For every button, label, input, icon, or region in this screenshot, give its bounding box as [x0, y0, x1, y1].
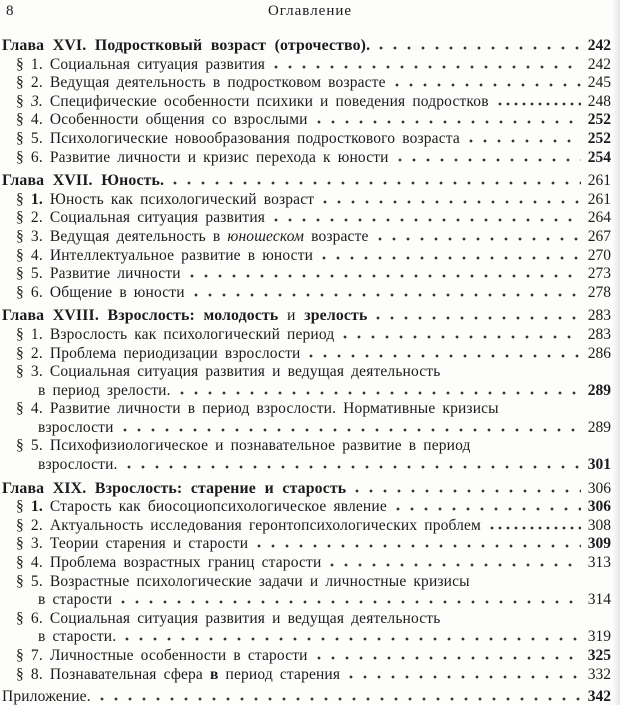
toc-text-segment: период старения: [218, 665, 341, 683]
toc-section-entry: [2, 363, 611, 400]
page-ref: 242: [587, 55, 611, 73]
toc-row: [2, 326, 611, 345]
toc-text-segment: § 2. Ведущая деятельность в подростковом возрасте: [16, 74, 386, 92]
toc-row: [2, 666, 611, 685]
page-ref: 342: [587, 688, 611, 705]
page-ref: 270: [587, 246, 611, 264]
toc-text-segment: § 5. Психологические новообразования подросткового возраста: [16, 129, 460, 147]
toc-row: [2, 247, 611, 266]
toc-text-segment: 3.: [30, 92, 43, 110]
toc-text-segment: в старости.: [38, 628, 117, 646]
page-ref: 308: [587, 516, 611, 534]
dot-leader: [469, 139, 581, 143]
toc-section-entry: [2, 56, 611, 75]
toc-entry-text: [2, 37, 370, 56]
toc-entry-text: [16, 345, 300, 364]
toc-text-segment: § 5. Развитие личности: [16, 265, 181, 283]
toc-text-segment: Юность как психологический возраст: [42, 190, 315, 208]
toc-entry-text: [16, 191, 314, 210]
toc-entry-text: [16, 363, 440, 382]
toc-text-segment: § 3. Ведущая деятельность в: [16, 227, 228, 245]
toc-entry-text: [16, 56, 265, 75]
toc-entry-text: [38, 419, 114, 438]
running-head-title: Оглавление: [267, 3, 353, 19]
dot-leader: [317, 656, 581, 660]
toc-section-entry: [2, 517, 611, 536]
page-ref: 264: [587, 209, 611, 227]
page-ref: 254: [587, 148, 611, 166]
toc-row: [2, 74, 611, 93]
toc-text-segment: § 6. Развитие личности и кризис перехода к юности: [16, 148, 389, 166]
toc-row: [2, 228, 611, 247]
dot-leader: [274, 218, 581, 222]
toc-text-segment: § 5. Возрастные психологические задачи и личностные кризисы: [16, 572, 470, 590]
toc-chapter-entry: [2, 480, 611, 499]
page-ref: 248: [587, 92, 611, 110]
toc-text-segment: возрасте: [304, 227, 369, 245]
page-ref: 286: [587, 344, 611, 362]
toc-text-segment: § 4. Развитие личности в период взрослости. Нормативные кризисы: [16, 400, 499, 418]
toc-entry-text: [38, 591, 112, 610]
toc-chapter-entry: [2, 37, 611, 56]
toc-section-entry: [2, 130, 611, 149]
toc-section-entry: [2, 535, 611, 554]
dot-leader: [398, 158, 581, 162]
toc-text-segment: § 4. Проблема возрастных границ старости: [16, 554, 322, 572]
toc-row: [2, 573, 611, 592]
page-ref: 252: [587, 111, 611, 129]
toc-text-segment: и: [287, 307, 296, 325]
toc-entry-text: [2, 688, 91, 705]
toc-entry-text: [16, 573, 470, 592]
toc-section-entry: [2, 437, 611, 474]
toc-entry-text: [16, 149, 389, 168]
page-ref: 261: [587, 172, 611, 190]
page-ref: 325: [587, 647, 611, 664]
table-of-contents: [0, 37, 620, 705]
toc-entry-text: [16, 498, 387, 517]
toc-entry-text: [2, 172, 164, 191]
toc-section-entry: [2, 284, 611, 303]
toc-section-entry: [2, 610, 611, 647]
toc-row: [2, 172, 611, 191]
dot-leader: [498, 102, 581, 106]
toc-entry-text: [38, 382, 171, 401]
toc-row: [2, 284, 611, 303]
toc-entry-text: [16, 554, 321, 573]
toc-section-entry: [2, 345, 611, 364]
toc-section-entry: [2, 74, 611, 93]
toc-text-segment: взрослости: [38, 418, 114, 436]
toc-row: [2, 517, 611, 536]
toc-section-entry: [2, 326, 611, 345]
toc-text-segment: Глава XIX. Взрослость: старение и старость: [2, 479, 347, 497]
toc-entry-text: [16, 130, 460, 149]
toc-section-entry: [2, 265, 611, 284]
dot-leader: [396, 507, 581, 511]
page-ref: 289: [587, 381, 611, 399]
dot-leader: [121, 600, 581, 604]
toc-entry-text: [16, 647, 308, 666]
toc-section-entry: [2, 111, 611, 130]
page-ref: 261: [587, 190, 611, 208]
toc-section-entry: [2, 647, 611, 666]
toc-row: [2, 647, 611, 666]
dot-leader: [309, 354, 581, 358]
toc-entry-text: [16, 666, 340, 685]
running-head: [0, 0, 620, 21]
toc-row: [2, 688, 611, 705]
toc-entry-text: [16, 437, 471, 456]
toc-row: [2, 130, 611, 149]
dot-leader: [127, 465, 581, 469]
dot-leader: [322, 256, 581, 260]
page-ref: 242: [587, 37, 611, 54]
dot-leader: [490, 526, 581, 530]
toc-entry-text: [16, 265, 181, 284]
toc-plain-entry: [2, 688, 611, 705]
toc-text-segment: 1.: [30, 190, 43, 208]
dot-leader: [378, 237, 581, 241]
dot-leader: [395, 83, 581, 87]
toc-row: [2, 591, 611, 610]
toc-text-segment: Приложение.: [2, 688, 91, 705]
toc-text-segment: § 6. Общение в юности: [16, 283, 185, 301]
dot-leader: [349, 675, 581, 679]
toc-row: [2, 93, 611, 112]
toc-row: [2, 419, 611, 438]
page-ref: 306: [587, 498, 611, 516]
toc-text-segment: § 2. Актуальность исследования геронтопсихологических проблем: [16, 516, 482, 534]
toc-text-segment: в период зрелости.: [38, 381, 171, 399]
toc-entry-text: [16, 247, 313, 266]
toc-entry-text: [16, 326, 334, 345]
page-ref: 245: [587, 74, 611, 92]
toc-entry-text: [16, 74, 386, 93]
page-ref: 332: [587, 665, 611, 683]
toc-text-segment: § 2. Проблема периодизации взрослости: [16, 344, 301, 362]
toc-row: [2, 437, 611, 456]
toc-text-segment: Специфические особенности психики и поведения подростков: [42, 92, 489, 110]
toc-entry-text: [38, 456, 118, 475]
toc-text-segment: § 5. Психофизиологическое и познавательное развитие в период: [16, 437, 471, 455]
toc-row: [2, 628, 611, 647]
toc-entry-text: [16, 535, 248, 554]
dot-leader: [125, 637, 581, 641]
toc-chapter-entry: [2, 172, 611, 191]
dot-leader: [330, 563, 581, 567]
toc-text-segment: § 2. Социальная ситуация развития: [16, 209, 266, 227]
toc-text-segment: 1.: [30, 498, 43, 516]
toc-section-entry: [2, 149, 611, 168]
dot-leader: [323, 200, 581, 204]
dot-leader: [100, 697, 581, 701]
toc-section-entry: [2, 573, 611, 610]
dot-leader: [317, 120, 581, 124]
toc-text-segment: в: [210, 665, 219, 683]
dot-leader: [355, 489, 581, 493]
toc-section-entry: [2, 209, 611, 228]
toc-row: [2, 191, 611, 210]
dot-leader: [274, 65, 581, 69]
toc-text-segment: §: [16, 92, 31, 110]
toc-text-segment: § 8. Познавательная сфера: [16, 665, 210, 683]
page-ref: 289: [587, 418, 611, 436]
toc-entry-text: [2, 480, 346, 499]
toc-text-segment: § 4. Особенности общения со взрослыми: [16, 111, 308, 129]
dot-leader: [376, 316, 581, 320]
toc-text-segment: § 3. Теории старения и старости: [16, 535, 249, 553]
toc-text-segment: Старость как биосоциопсихологическое явление: [42, 498, 387, 516]
dot-leader: [379, 46, 581, 50]
toc-row: [2, 400, 611, 419]
toc-row: [2, 111, 611, 130]
page-ref: 283: [587, 307, 611, 325]
toc-row: [2, 307, 611, 326]
toc-row: [2, 554, 611, 573]
toc-section-entry: [2, 400, 611, 437]
toc-text-segment: § 1. Социальная ситуация развития: [16, 55, 266, 73]
folio-page-number: 8: [6, 3, 14, 19]
dot-leader: [180, 391, 581, 395]
toc-row: [2, 265, 611, 284]
toc-row: [2, 37, 611, 56]
page-ref: 273: [587, 265, 611, 283]
toc-text-segment: § 1. Взрослость как психологический период: [16, 325, 335, 343]
toc-text-segment: §: [16, 190, 31, 208]
toc-row: [2, 56, 611, 75]
toc-text-segment: юношеском: [227, 227, 305, 245]
toc-row: [2, 498, 611, 517]
toc-section-entry: [2, 247, 611, 266]
toc-entry-text: [2, 307, 367, 326]
toc-entry-text: [16, 400, 499, 419]
toc-section-entry: [2, 228, 611, 247]
toc-text-segment: зрелость: [295, 307, 368, 325]
toc-text-segment: § 3. Социальная ситуация развития и ведущая деятельность: [16, 363, 441, 381]
dot-leader: [194, 293, 581, 297]
toc-row: [2, 345, 611, 364]
toc-row: [2, 610, 611, 629]
dot-leader: [257, 544, 581, 548]
toc-text-segment: § 4. Интеллектуальное развитие в юности: [16, 246, 314, 264]
dot-leader: [173, 181, 581, 185]
toc-entry-text: [16, 209, 265, 228]
toc-section-entry: [2, 554, 611, 573]
page-ref: 319: [587, 628, 611, 646]
page-ref: 252: [587, 129, 611, 147]
toc-row: [2, 149, 611, 168]
toc-entry-text: [16, 610, 440, 629]
toc-section-entry: [2, 498, 611, 517]
page-ref: 301: [587, 456, 611, 474]
toc-row: [2, 456, 611, 475]
toc-row: [2, 209, 611, 228]
toc-text-segment: Глава XVII. Юность.: [2, 172, 165, 190]
toc-entry-text: [16, 284, 185, 303]
toc-section-entry: [2, 191, 611, 210]
toc-entry-text: [16, 228, 369, 247]
toc-entry-text: [38, 628, 116, 647]
toc-row: [2, 480, 611, 499]
page-ref: 314: [587, 591, 611, 609]
toc-entry-text: [16, 111, 308, 130]
toc-text-segment: Глава XVIII. Взрослость: молодость: [2, 307, 288, 325]
toc-row: [2, 363, 611, 382]
toc-chapter-entry: [2, 307, 611, 326]
toc-row: [2, 382, 611, 401]
toc-text-segment: § 6. Социальная ситуация развития и ведущая деятельность: [16, 609, 441, 627]
toc-text-segment: в старости: [38, 591, 113, 609]
page-ref: 313: [587, 554, 611, 572]
toc-entry-text: [16, 93, 489, 112]
toc-entry-text: [16, 517, 481, 536]
toc-section-entry: [2, 666, 611, 685]
dot-leader: [190, 274, 581, 278]
page-ref: 278: [587, 283, 611, 301]
toc-text-segment: взрослости.: [38, 456, 118, 474]
page-ref: 309: [587, 535, 611, 553]
page-ref: 306: [587, 479, 611, 497]
toc-section-entry: [2, 93, 611, 112]
page-ref: 283: [587, 325, 611, 343]
toc-text-segment: §: [16, 498, 31, 516]
dot-leader: [343, 335, 581, 339]
toc-text-segment: § 7. Личностные особенности в старости: [16, 647, 308, 664]
dot-leader: [123, 428, 581, 432]
toc-text-segment: Глава XVI. Подростковый возраст (отрочество).: [2, 37, 371, 54]
page-ref: 267: [587, 227, 611, 245]
toc-row: [2, 535, 611, 554]
